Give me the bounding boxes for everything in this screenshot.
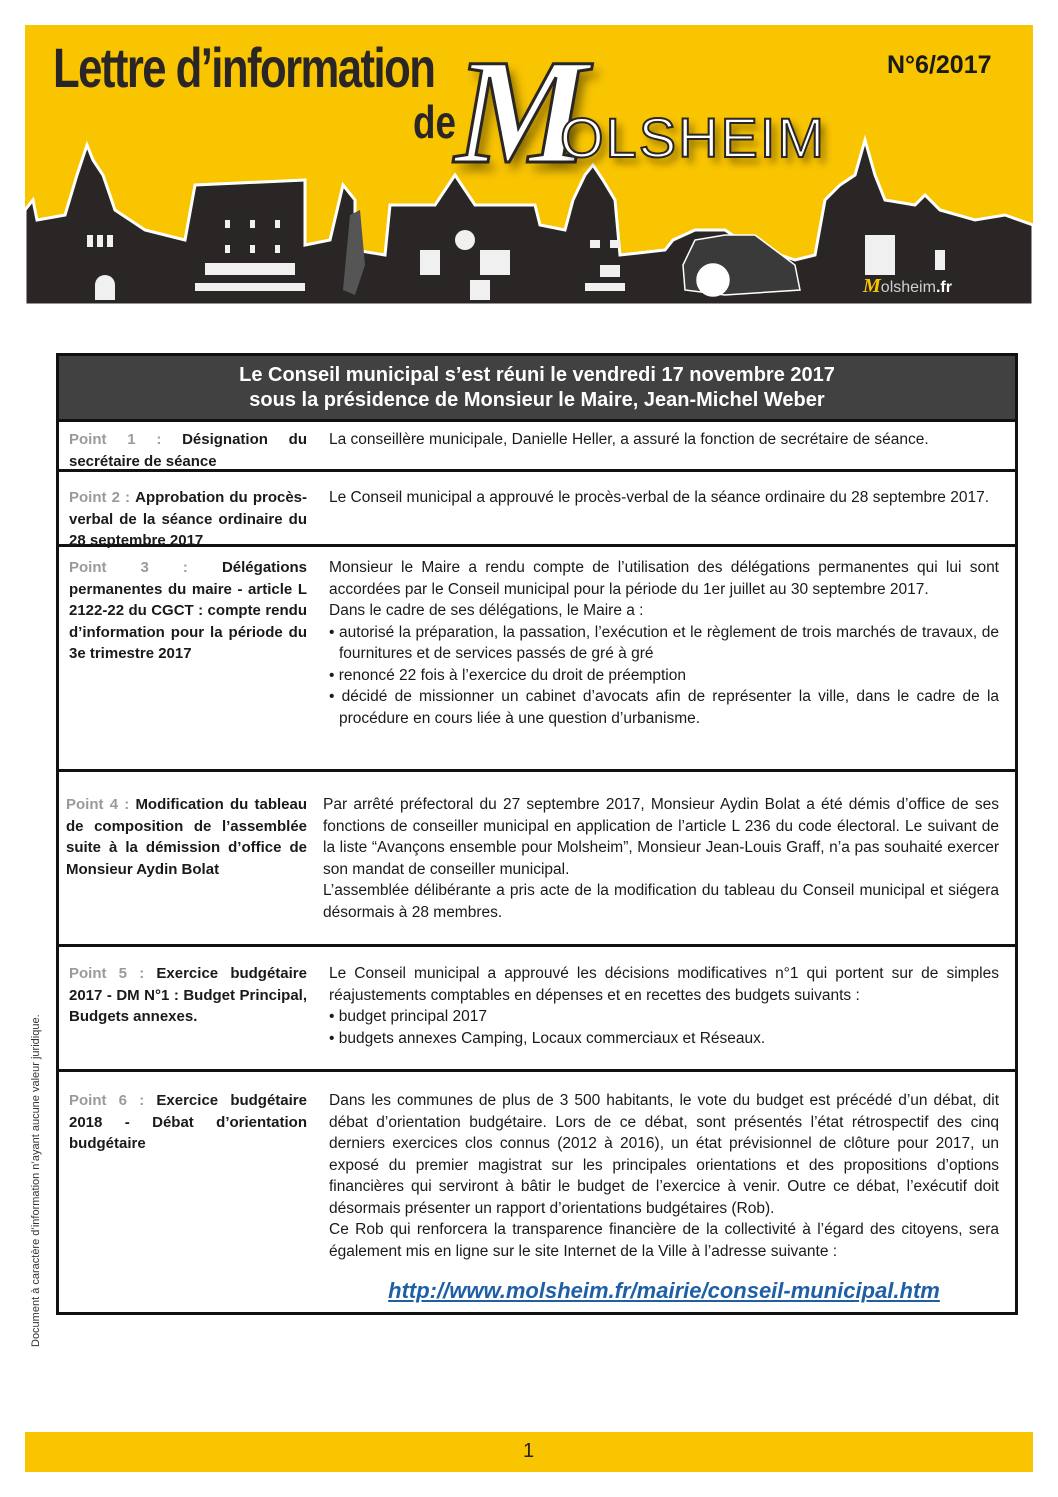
point-title: [59, 963, 311, 1069]
council-page-link[interactable]: http://www.molsheim.fr/mairie/conseil-municipal.htm: [388, 1278, 940, 1303]
list-item: • budget principal 2017: [329, 1006, 999, 1028]
point-body: [311, 487, 1015, 544]
legal-disclaimer-text: Document à caractère d’information n’ayant aucune valeur juridique.: [30, 1014, 42, 1347]
list-item: • budgets annexes Camping, Locaux commerciaux et Réseaux.: [329, 1028, 999, 1050]
point-number: Point 1 :: [69, 431, 162, 448]
newsletter-title: Lettre d’information: [53, 36, 435, 99]
list-item: • renoncé 22 fois à l’exercice du droit de préemption: [329, 665, 999, 687]
paragraph: Par arrêté préfectoral du 27 septembre 2017, Monsieur Aydin Bolat a été démis d’office de ses fonctions de conseiller municipal en application de l’article L 236 du code électoral. Le suivant de la liste “Avançons ensemble pour Molsheim”, Monsieur Jean-Louis Graff, n’a pas souhaité exercer son mandat de conseiller municipal.: [323, 796, 999, 878]
point-body: [311, 429, 1015, 469]
table-row: [59, 772, 1015, 947]
point-number: Point 3 :: [69, 559, 188, 576]
table-row: [59, 472, 1015, 547]
molsheim-logo-initial: M: [455, 29, 589, 195]
point-label: Exercice budgétaire 2018 - Débat d’orientation budgétaire: [69, 1092, 307, 1152]
header-line-2: sous la présidence de Monsieur le Maire, Jean-Michel Weber: [249, 389, 825, 411]
paragraph: La conseillère municipale, Danielle Heller, a assuré la fonction de secrétaire de séance.: [329, 431, 929, 448]
point-label: Approbation du procès-verbal de la séance ordinaire du 28 septembre 2017: [69, 489, 307, 549]
header-banner: [25, 25, 1033, 305]
point-body: [311, 963, 1015, 1069]
point-number: Point 6 :: [69, 1092, 145, 1109]
budgets-list: [329, 1006, 999, 1049]
point-title: [59, 1090, 311, 1312]
header-line-1: Le Conseil municipal s’est réuni le vendredi 17 novembre 2017: [239, 364, 835, 386]
site-logo-tld: .fr: [935, 279, 952, 296]
point-label: Exercice budgétaire 2017 - DM N°1 : Budget Principal, Budgets annexes.: [69, 965, 307, 1025]
table-row: [59, 1072, 1015, 1312]
newsletter-title-de: de: [413, 96, 456, 148]
point-title: [59, 487, 311, 549]
paragraph: Dans le cadre de ses délégations, le Maire a :: [329, 602, 644, 619]
point-number: Point 4 :: [66, 796, 130, 813]
list-item: • décidé de missionner un cabinet d’avocats afin de représenter la ville, dans le cadre de la procédure en cours liée à une question d’urbanisme.: [329, 686, 999, 729]
point-label: Modification du tableau de composition de l’assemblée suite à la démission d’office de Monsieur Aydin Bolat: [66, 796, 307, 878]
legal-disclaimer: [30, 1014, 42, 1347]
paragraph: Dans les communes de plus de 3 500 habitants, le vote du budget est précédé d’un débat, dit débat d’orientation budgétaire. Lors de ce débat, sont présentés l’état rétrospectif des cinq derniers exercices clos connus (2012 à 2016), un état prévisionnel de clôture pour 2017, un exposé du premier magistrat sur les principales orientations et des propositions d’options financières qui serviront à bâtir le budget de l’exercice à venir. Outre ce débat, l’exécutif doit désormais présenter un rapport d’orientations budgétaires (Rob).: [329, 1092, 999, 1217]
point-number: Point 5 :: [69, 965, 145, 982]
table-row: [59, 947, 1015, 1072]
site-logo[interactable]: [863, 275, 952, 298]
site-logo-initial: M: [863, 275, 881, 297]
paragraph: Ce Rob qui renforcera la transparence financière de la collectivité à l’égard des citoyens, sera également mis en ligne sur le site Internet de la Ville à l’adresse suivante :: [329, 1221, 999, 1260]
point-title: [59, 429, 311, 469]
table-row: [59, 547, 1015, 772]
paragraph: Monsieur le Maire a rendu compte de l’utilisation des délégations permanentes qui lui sont accordées par le Conseil municipal pour la période du 1er juillet au 30 septembre 2017.: [329, 559, 999, 598]
table-row: [59, 422, 1015, 472]
point-body: [311, 557, 1015, 769]
page-footer: [25, 1432, 1033, 1472]
point-body: [311, 794, 1015, 944]
delegations-list: [329, 622, 999, 730]
paragraph: Le Conseil municipal a approuvé les décisions modificatives n°1 qui portent sur de simples réajustements comptables en dépenses et en recettes des budgets suivants :: [329, 965, 999, 1004]
point-label: Délégations permanentes du maire - article L 2122-22 du CGCT : compte rendu d’information pour la période du 3e trimestre 2017: [69, 559, 307, 662]
point-body: [311, 1090, 1015, 1312]
site-logo-name: olsheim: [880, 279, 936, 296]
council-summary-table: [56, 353, 1018, 1315]
page-number: 1: [523, 1440, 535, 1462]
point-title: [59, 794, 311, 944]
point-label: Désignation du secrétaire de séance: [69, 431, 307, 470]
point-number: Point 2 :: [69, 489, 131, 506]
table-header: [59, 356, 1015, 422]
paragraph: Le Conseil municipal a approuvé le procès-verbal de la séance ordinaire du 28 septembre 2017.: [329, 489, 990, 506]
list-item: • autorisé la préparation, la passation, l’exécution et le règlement de trois marchés de travaux, de fournitures et de services passés de gré à gré: [329, 622, 999, 665]
molsheim-logo-text: OLSHEIM: [560, 106, 827, 169]
paragraph: L’assemblée délibérante a pris acte de la modification du tableau du Conseil municipal et siégera désormais à 28 membres.: [323, 882, 999, 921]
point-title: [59, 557, 311, 769]
issue-number: N°6/2017: [887, 51, 992, 79]
